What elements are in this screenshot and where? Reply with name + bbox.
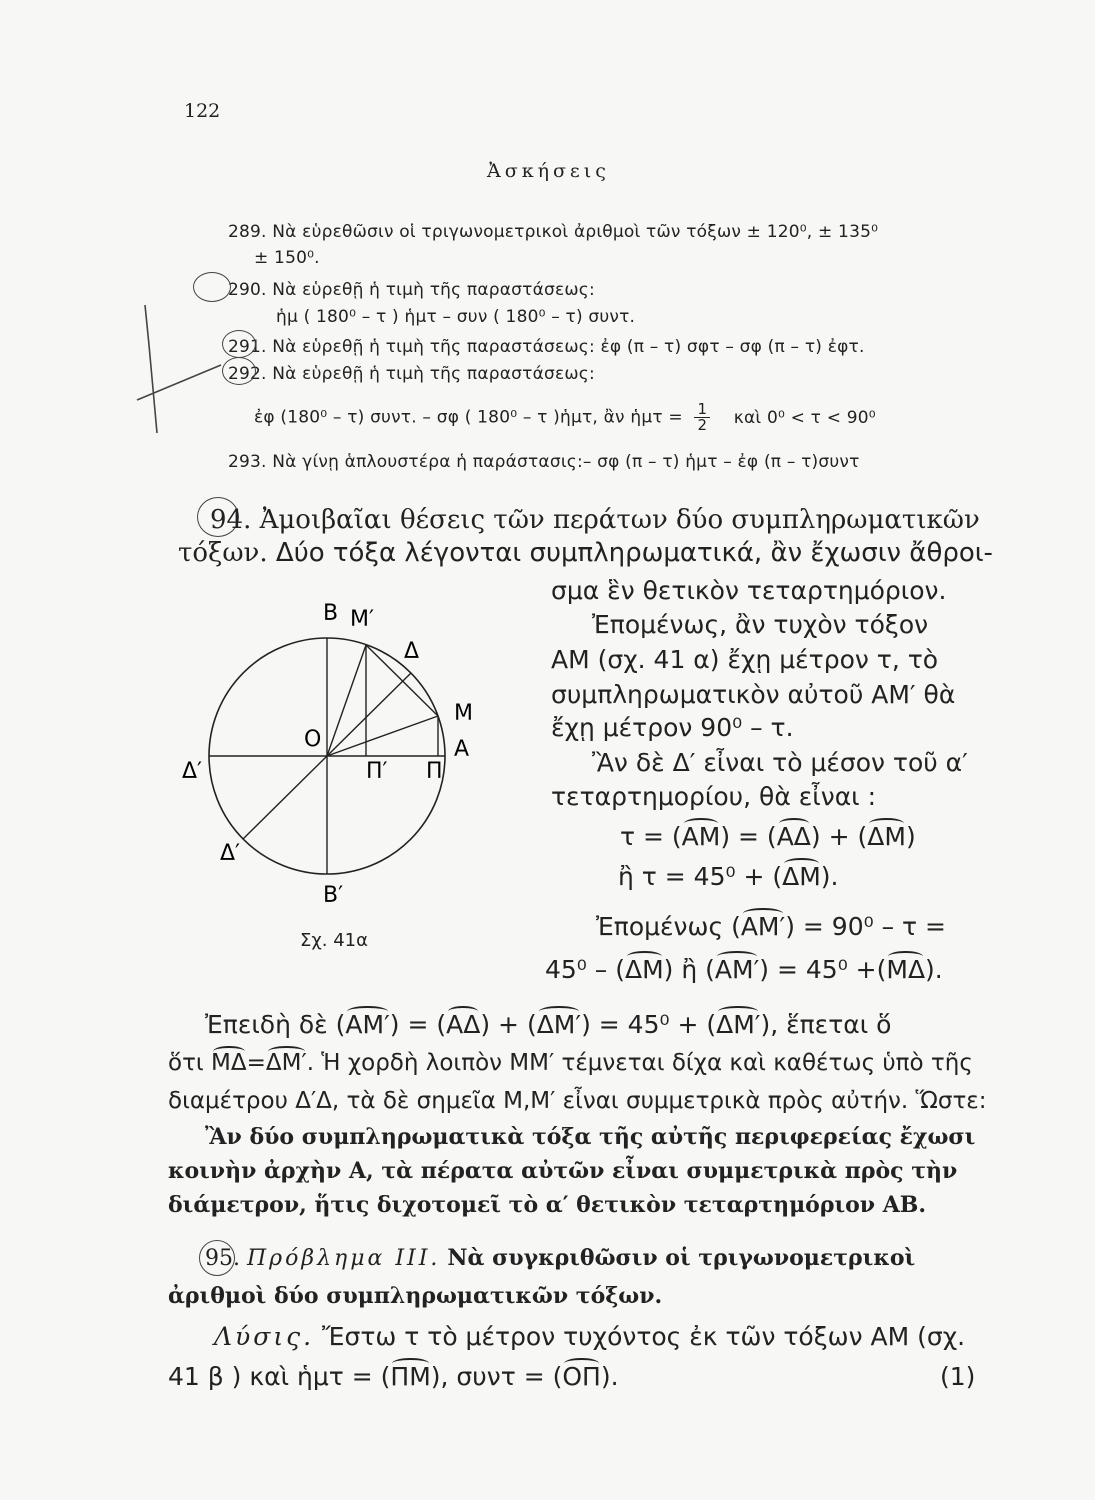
eq1-eq: = [738, 822, 759, 851]
eq3-post: = 90⁰ – τ = [802, 912, 946, 941]
line9-eq: = [246, 1050, 266, 1076]
section-94-line-2: σμα ἓν θετικὸν τεταρτημόριον. [551, 576, 947, 605]
section-94-line-1: Δύο τόξα λέγονται συμπληρωματικά, ἂν ἔχωσιν ἄθροι- [275, 538, 993, 568]
exercise-293: 293. Νὰ γίνῃ ἁπλουστέρα ἡ παράστασις:– σφ (π – τ) ἡμτ – ἐφ (π – τ)συντ [228, 452, 860, 472]
label-O: Ο [304, 727, 322, 752]
eq3-pre: Ἐπομένως [596, 912, 724, 941]
theorem-line-1: Ἂν δύο συμπληρωματικὰ τόξα τῆς αὐτῆς περιφερείας ἔχωσι [205, 1124, 976, 1150]
handwritten-circle-291 [222, 330, 256, 358]
section-94-line-8: τεταρτημορίου, θὰ εἶναι : [551, 782, 877, 811]
equation-tau-45: ἢ τ = 45⁰ + (ΔΜ). [618, 862, 839, 891]
arc-ad: ΑΔ [776, 822, 811, 851]
radius-om [327, 716, 438, 756]
solution-line-2: 41 β ) καὶ ἡμτ = (ΠΜ), συντ = (ΟΠ). [168, 1362, 619, 1391]
eq5-post: , ἕπεται ὅ [770, 1010, 892, 1039]
handwritten-cross-mark [135, 285, 225, 435]
theorem-line-2: κοινὴν ἀρχὴν Α, τὰ πέρατα αὐτῶν εἶναι συμμετρικὰ πρὸς τὴν [168, 1158, 958, 1184]
eq5-plus: + [498, 1010, 519, 1039]
eq4-pre: 45⁰ – [545, 955, 608, 984]
section-95-heading [205, 1245, 915, 1271]
arc-dm-prime-2: ΔΜ′ [716, 1010, 761, 1039]
equation-am-prime: Ἐπομένως (ΑΜ′) = 90⁰ – τ = [596, 912, 946, 941]
equation-number-1: (1) [940, 1362, 976, 1391]
section-94-title: Ἀμοιβαῖαι θέσεις τῶν περάτων δύο συμπληρωματικῶν [259, 505, 980, 535]
solution-line-2-mid: , συντ = [440, 1362, 545, 1391]
eq4-mid2: = 45⁰ + [776, 955, 877, 984]
eq2-pre: ἢ τ = 45⁰ + [618, 862, 765, 891]
exercise-289: 289. Νὰ εὑρεθῶσιν οἱ τριγωνομετρικοὶ ἀριθμοὶ τῶν τόξων ± 120⁰, ± 135⁰ [228, 222, 879, 242]
exercise-289-cont: ± 150⁰. [254, 248, 320, 268]
exercise-290-cont: ἡμ ( 180⁰ – τ ) ἡμτ – συν ( 180⁰ – τ) συντ. [276, 307, 636, 327]
section-95-title-cont: ἀριθμοὶ δύο συμπληρωματικῶν τόξων. [168, 1283, 663, 1309]
label-D: Δ [404, 639, 420, 664]
section-94-heading-cont [178, 538, 993, 568]
label-B-prime: Β′ [323, 883, 344, 908]
fraction-numerator: 1 [694, 402, 710, 418]
eq5-pre: Ἐπειδὴ δὲ [205, 1010, 328, 1039]
section-95-label: Πρόβλημα ΙΙΙ. [247, 1246, 441, 1271]
solution-label: Λύσις. [214, 1322, 315, 1351]
section-94-heading [210, 505, 980, 535]
theorem-line-3: διάμετρον, ἥτις διχοτομεῖ τὸ α′ θετικὸν τεταρτημόριον ΑΒ. [168, 1192, 927, 1218]
equation-since: Ἐπειδὴ δὲ (ΑΜ′) = (ΑΔ) + (ΔΜ′) = 45⁰ + (ΔΜ′), ἕπεται ὅ [205, 1010, 892, 1039]
equation-tau: τ = (ΑΜ) = (ΑΔ) + (ΔΜ) [620, 822, 916, 851]
arc-md: ΜΔ [886, 955, 926, 984]
section-94-line-9 [168, 1050, 973, 1076]
eq5-mid: = 45⁰ + [598, 1010, 699, 1039]
section-94-line-4: ΑΜ (σχ. 41 α) ἔχῃ μέτρον τ, τὸ [551, 645, 939, 674]
arc-am: ΑΜ [681, 822, 721, 851]
arc-dm: ΔΜ [867, 822, 906, 851]
fraction-denominator: 2 [697, 416, 708, 434]
exercise-292: 292. Νὰ εὑρεθῇ ἡ τιμὴ τῆς παραστάσεως: [228, 364, 595, 384]
handwritten-circle-292 [222, 357, 256, 385]
exercise-292-formula-post: καὶ 0⁰ < τ < 90⁰ [733, 407, 876, 428]
figure-caption: Σχ. 41α [300, 930, 368, 951]
eq5-eq: = [407, 1010, 429, 1039]
section-94-number: 94. [210, 505, 252, 535]
label-M: Μ [454, 701, 473, 726]
arc-am-prime: ΑΜ′ [740, 912, 786, 941]
section-95-number: 95. [205, 1246, 240, 1271]
arc-op: ΟΠ [562, 1362, 601, 1391]
section-94-line-5: συμπληρωματικὸν αὐτοῦ ΑΜ′ θὰ [551, 680, 956, 709]
radius-om-prime [327, 645, 366, 756]
label-M-prime: Μ′ [350, 607, 374, 632]
section-95-title: Νὰ συγκριθῶσιν οἱ τριγωνομετρικοὶ [447, 1245, 916, 1271]
solution-line-1: Ἔστω τ τὸ μέτρον τυχόντος ἐκ τῶν τόξων ΑΜ (σχ. [322, 1322, 966, 1351]
line9-pre: ὅτι [168, 1050, 204, 1076]
page-number: 122 [184, 100, 221, 122]
line9-post: . Ἡ χορδὴ λοιπὸν ΜΜ′ τέμνεται δίχα καὶ καθέτως ὑπὸ τῆς [306, 1050, 973, 1076]
solution-line-2-end: . [610, 1362, 619, 1391]
arc-dm-prime: ΔΜ′ [536, 1010, 582, 1039]
arc-ad-2: ΑΔ [446, 1010, 481, 1039]
section-94-line-3: Ἐπομένως, ἂν τυχὸν τόξον [592, 610, 929, 639]
section-94-line-6: ἔχῃ μέτρον 90⁰ – τ. [551, 713, 794, 742]
exercise-292-formula [254, 402, 876, 433]
arc-md-2: ΜΔ [211, 1050, 247, 1076]
section-94-title-cont: τόξων. [178, 538, 268, 568]
chord-mm-prime [366, 645, 438, 716]
section-95-solution [214, 1322, 965, 1351]
arc-pm: ΠΜ [390, 1362, 431, 1391]
arc-dm-prime-3: ΔΜ′ [265, 1050, 307, 1076]
label-D-prime-2: Δ′ [220, 841, 241, 866]
section-94-line-10: διαμέτρου Δ′Δ, τὰ δὲ σημεῖα Μ,Μ′ εἶναι συμμετρικὰ πρὸς αὐτήν. Ὥστε: [168, 1088, 987, 1114]
label-D-prime: Δ′ [182, 759, 203, 784]
exercise-290: 290. Νὰ εὑρεθῇ ἡ τιμὴ τῆς παραστάσεως: [228, 280, 595, 300]
arc-am-prime-3: ΑΜ′ [345, 1010, 390, 1039]
eq1-tau: τ = [620, 822, 664, 851]
arc-am-prime-2: ΑΜ′ [714, 955, 760, 984]
eq1-plus: + [828, 822, 850, 851]
exercise-291: 291. Νὰ εὑρεθῇ ἡ τιμὴ τῆς παραστάσεως: ἐφ (π – τ) σφτ – σφ (π – τ) ἐφτ. [228, 337, 865, 357]
section-94-line-7: Ἂν δὲ Δ′ εἶναι τὸ μέσον τοῦ α′ [592, 748, 968, 777]
label-B: Β [323, 601, 339, 626]
solution-line-2-pre: 41 β ) καὶ ἡμτ = [168, 1362, 373, 1391]
label-A: Α [454, 737, 470, 762]
fraction-one-half [694, 402, 710, 433]
arc-dm-3: ΔΜ [624, 955, 664, 984]
arc-dm-2: ΔΜ [782, 862, 821, 891]
section-title: Ἀσκήσεις [487, 160, 610, 182]
equation-45-dm: 45⁰ – (ΔΜ) ἢ (ΑΜ′) = 45⁰ +(ΜΔ). [545, 955, 943, 984]
label-P: Π [426, 759, 443, 784]
label-P-prime: Π′ [366, 759, 388, 784]
eq4-mid: ἢ [681, 955, 698, 984]
exercise-292-formula-pre: ἐφ (180⁰ – τ) συντ. – σφ ( 180⁰ – τ )ἡμτ, ἂν ἡμτ = [254, 407, 683, 428]
figure-41a [182, 598, 490, 943]
